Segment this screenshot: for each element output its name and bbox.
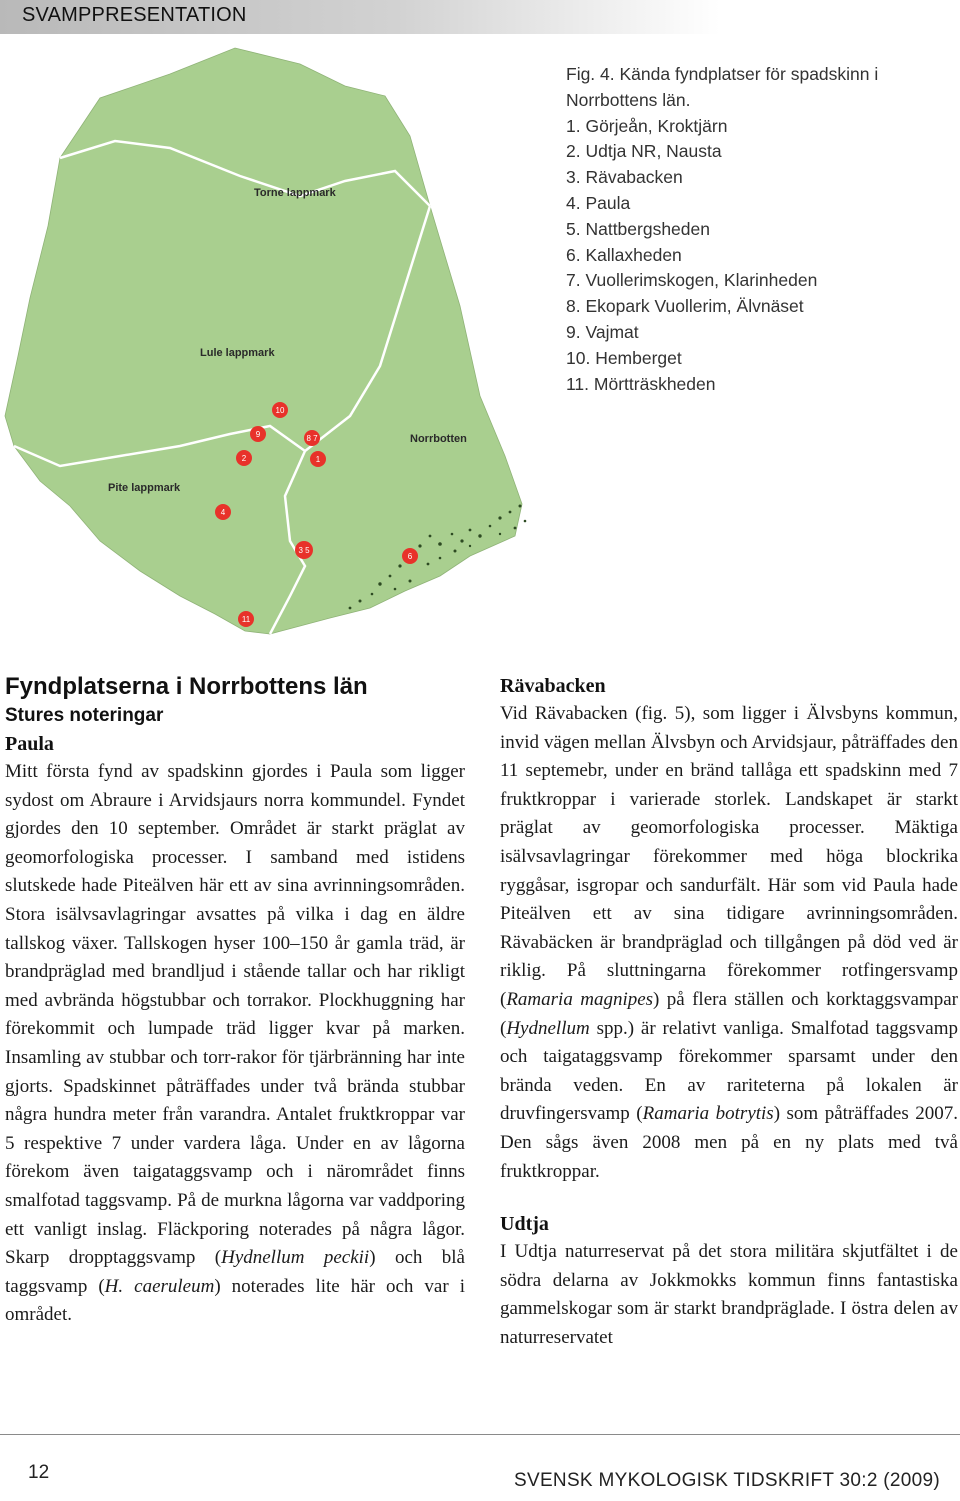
map-svg — [0, 36, 560, 646]
locality-heading-udtja: Udtja — [500, 1213, 549, 1236]
region-label-lule: Lule lappmark — [200, 347, 275, 359]
marker-10[interactable] — [272, 402, 288, 418]
region-label-torne: Torne lappmark — [254, 187, 336, 199]
region-label-pite: Pite lappmark — [108, 482, 181, 494]
section-header-bar — [0, 0, 720, 34]
marker-11[interactable] — [238, 611, 254, 627]
svg-text:6: 6 — [407, 552, 413, 561]
marker-8-7[interactable] — [304, 430, 320, 446]
udtja-paragraph: I Udtja naturreservat på det stora militära skjutfältet i de södra delarna av Jokkmokks kommun finns fantastiska gammelskogar som är starkt brandpräglade. I östra delen av naturreservatet — [500, 1241, 958, 1348]
locality-item: 7. Vuollerimskogen, Klarinheden — [566, 270, 818, 291]
region-label-norrbotten: Norrbotten — [410, 433, 467, 445]
marker-9[interactable] — [250, 426, 266, 442]
journal-name: SVENSK MYKOLOGISK TIDSKRIFT 30:2 (2009) — [514, 1470, 940, 1491]
locality-heading-paula: Paula — [5, 733, 54, 755]
svg-text:1: 1 — [315, 455, 321, 464]
locality-item: 5. Nattbergsheden — [566, 218, 710, 239]
marker-3-5[interactable] — [295, 541, 313, 559]
marker-2[interactable] — [236, 450, 252, 466]
norrbotten-map — [0, 36, 560, 646]
locality-item: 10. Hemberget — [566, 347, 682, 368]
locality-item: 1. Görjeån, Kroktjärn — [566, 115, 728, 136]
locality-item: 11. Mörtträskheden — [566, 373, 716, 394]
right-column — [500, 672, 958, 1352]
locality-item: 3. Rävabacken — [566, 167, 683, 188]
section-title: Fyndplatserna i Norrbottens län — [5, 673, 368, 700]
locality-item: 4. Paula — [566, 192, 631, 213]
subsection-title: Stures noteringar — [5, 705, 164, 726]
locality-list — [566, 114, 946, 398]
section-header-title: SVAMPPRESENTATION — [22, 4, 247, 26]
caption-title: Fig. 4. Kända fyndplatser för spadskinn i Norrbottens län. — [566, 64, 879, 110]
marker-1[interactable] — [310, 451, 326, 467]
svg-text:10: 10 — [275, 406, 285, 415]
paula-paragraph: Mitt första fynd av spadskinn gjordes i Paula som ligger sydost om Abraure i Arvidsjaurs norra kommundel. Fyndet gjordes den 10 september. Området är starkt präglat av geomorfologiska processer. I samband med istidens slutskede hade Piteälven här ett av sina avrinningsområden. Stora isälvsavlagringar avsattes på vilka i dag en äldre tallskog växer. Tallskogen hyser 100–150 år gamla träd, är brandpräglad med brandljud i stående tallar och har rikligt med avbrända högstubbar och torrakor. Plockhuggning har förekommit och lumpade träd ligger kvar på marken. Insamling av stubbar och torr-rakor för tjärbränning har inte gjorts. Spadskinnet påträffades under två brända stubbar några hundra meter från varandra. Antalet fruktkroppar var 5 respektive 7 under vardera låga. Under en av lågorna förekom även taigataggsvamp och i närområdet finns smalfotad taggsvamp. På de murkna lågorna var vaddporing ett vanligt inslag. Fläckporing noterades på några lågor. Skarp dropptaggsvamp (Hydnellum peckii) och blå taggsvamp (H. caeruleum) noterades lite här och var i området. — [5, 761, 465, 1326]
footer-rule — [0, 1434, 960, 1435]
ravabacken-paragraph: Vid Rävabacken (fig. 5), som ligger i Älvsbyns kommun, invid vägen mellan Älvsbyn och Arvidsjaur, påträffades den 11 septemebr, under en bränd tallåga ett spadskinn med 7 fruktkroppar i varierade storlek. Landskapet är starkt präglat av geomorfologiska processer. Mäktiga isälvsavlagringar förekommer med höga blockrika ryggåsar, isgropar och sandurfält. Här som vid Paula hade Piteälven ett av sina tidigare avrinningsområden. Rävabäcken är brandpräglad och tillgången på död ved är riklig. På sluttningarna förekommer rotfingersvamp (Ramaria magnipes) på flera ställen och korktaggsvampar (Hydnellum spp.) är relativt vanliga. Smalfotad taggsvamp och taigataggsvamp förekommer sparsamt under den brända veden. En av rariteterna på lokalen är druvfingersvamp (Ramaria botrytis) som påträffades 2007. Den sågs även 2008 men på en ny plats med två fruktkroppar. — [500, 703, 958, 1182]
svg-text:2: 2 — [241, 454, 247, 463]
svg-text:8 7: 8 7 — [306, 434, 318, 443]
svg-text:4: 4 — [220, 508, 226, 517]
locality-item: 6. Kallaxheden — [566, 244, 682, 265]
locality-item: 8. Ekopark Vuollerim, Älvnäset — [566, 296, 804, 317]
figure-caption — [566, 62, 946, 397]
marker-6[interactable] — [402, 548, 418, 564]
svg-text:3 5: 3 5 — [298, 546, 310, 555]
marker-4[interactable] — [215, 504, 231, 520]
left-column — [5, 672, 465, 1330]
locality-item: 2. Udtja NR, Nausta — [566, 141, 722, 162]
svg-text:11: 11 — [241, 615, 251, 624]
locality-heading-ravabacken: Rävabacken — [500, 675, 606, 697]
locality-item: 9. Vajmat — [566, 321, 639, 342]
page-number: 12 — [28, 1462, 50, 1483]
county-shape — [5, 48, 522, 634]
svg-text:9: 9 — [255, 430, 261, 439]
